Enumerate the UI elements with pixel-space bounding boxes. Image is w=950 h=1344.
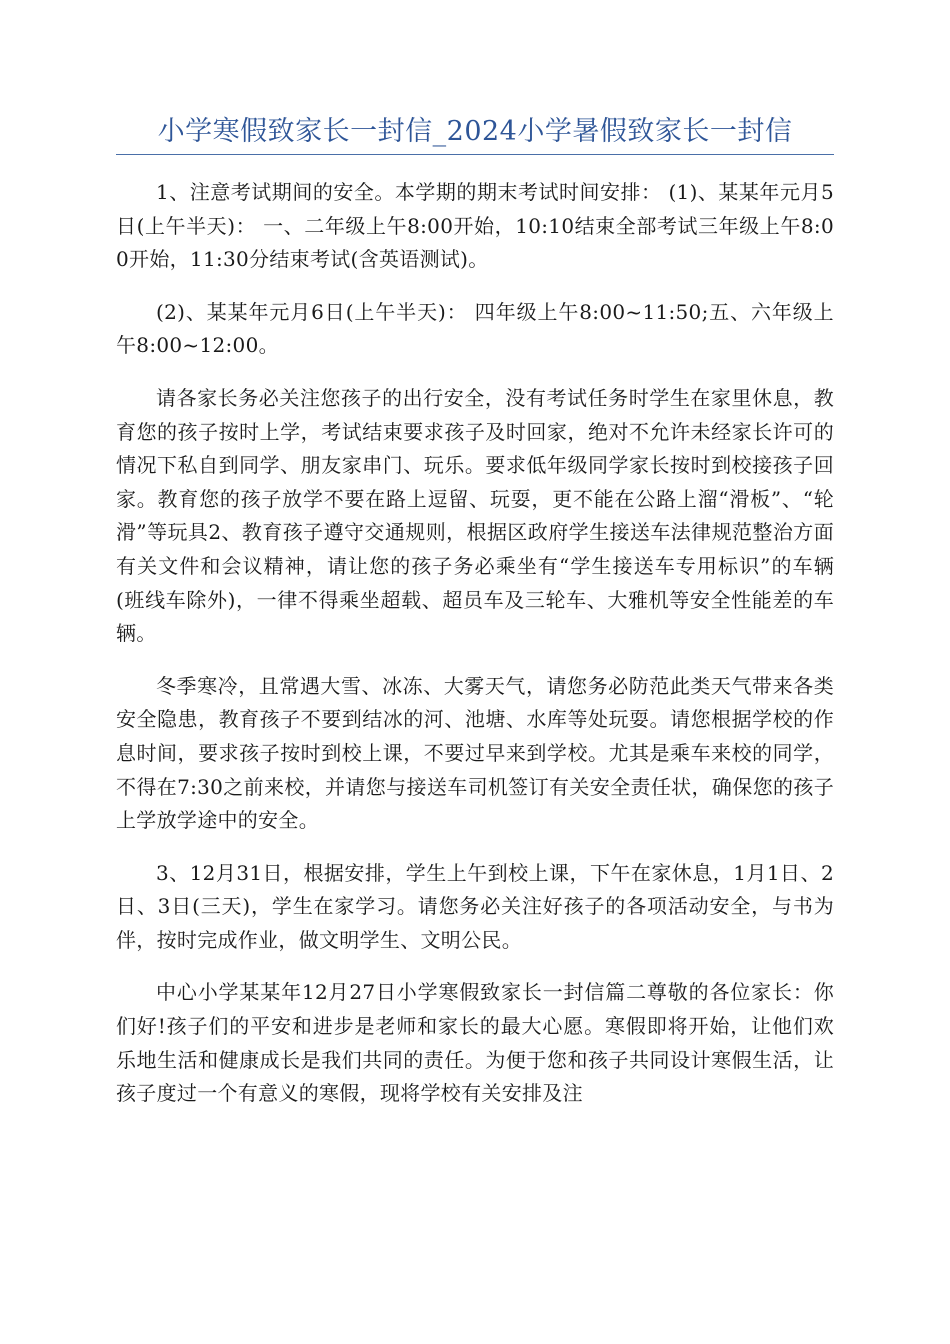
paragraph-exam-schedule: 1、注意考试期间的安全。本学期的期末考试时间安排： (1)、某某年元月5日(上午半天)： 一、二年级上午8:00开始，10:10结束全部考试三年级上午8:00开始，11:30分结束考试(含英语测试)。 [116,180,834,272]
paragraph-winter-weather: 冬季寒冷，且常遇大雪、冰冻、大雾天气，请您务必防范此类天气带来各类安全隐患，教育孩子不要到结冰的河、池塘、水库等处玩耍。请您根据学校的作息时间，要求孩子按时到校上课，不要过早来到学校。尤其是乘车来校的同学，不得在7:30之前来校，并请您与接送车司机签订有关安全责任状，确保您的孩子上学放学途中的安全。 [116,673,834,833]
paragraph-letter-two-intro: 中心小学某某年12月27日小学寒假致家长一封信篇二尊敬的各位家长：你们好!孩子们的平安和进步是老师和家长的最大心愿。寒假即将开始，让他们欢乐地生活和健康成长是我们共同的责任。为便于您和孩子共同设计寒假生活，让孩子度过一个有意义的寒假，现将学校有关安排及注 [116,980,834,1106]
document-title: 小学寒假致家长一封信_2024小学暑假致家长一封信 [157,116,793,147]
paragraph-exam-schedule-day2: (2)、某某年元月6日(上午半天)： 四年级上午8:00~11:50;五、六年级上午8:00~12:00。 [116,299,834,358]
paragraph-holiday-arrangement: 3、12月31日，根据安排，学生上午到校上课，下午在家休息，1月1日、2日、3日(三天)，学生在家学习。请您务必关注好孩子的各项活动安全，与书为伴，按时完成作业，做文明学生、文明公民。 [116,860,834,952]
paragraph-travel-safety: 请各家长务必关注您孩子的出行安全，没有考试任务时学生在家里休息，教育您的孩子按时上学，考试结束要求孩子及时回家，绝对不允许未经家长许可的情况下私自到同学、朋友家串门、玩乐。要求低年级同学家长按时到校接孩子回家。教育您的孩子放学不要在路上逗留、玩耍，更不能在公路上溜“滑板”、“轮滑”等玩具2、教育孩子遵守交通规则，根据区政府学生接送车法律规范整治方面有关文件和会议精神，请让您的孩子务必乘坐有“学生接送车专用标识”的车辆(班线车除外)，一律不得乘坐超载、超员车及三轮车、大雅机等安全性能差的车辆。 [116,385,834,646]
title-underline [116,154,834,155]
document-body [116,176,834,1130]
